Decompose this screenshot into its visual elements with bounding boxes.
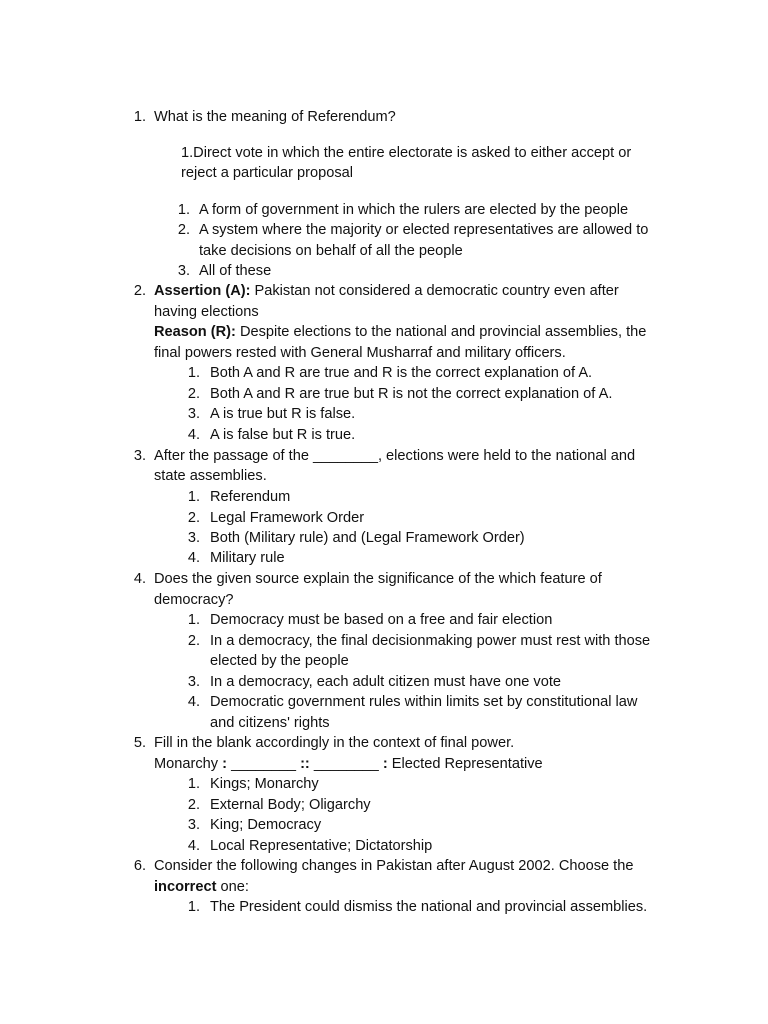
option-number: 4. [187, 427, 200, 443]
question-text: Fill in the blank accordingly in the context of final power. [154, 735, 515, 751]
reason-text: final powers rested with General Musharraf and military officers. [154, 345, 566, 361]
option-number: 4. [187, 550, 200, 566]
option-text: Local Representative; Dictatorship [210, 838, 433, 854]
option-text: Democracy must be based on a free and fair election [210, 612, 553, 628]
option-number: 1. [177, 202, 190, 218]
analogy-left: Monarchy [154, 756, 223, 772]
option-number: 3. [187, 817, 200, 833]
option-number: 3. [187, 674, 200, 690]
assertion-text: having elections [154, 304, 259, 320]
option-text: and citizens' rights [210, 715, 330, 731]
option-text: Kings; Monarchy [210, 776, 319, 792]
option-number: 2. [187, 797, 200, 813]
option-number: 3. [187, 406, 200, 422]
option-text: A system where the majority or elected representatives are allowed to [199, 222, 649, 238]
option-number: 4. [187, 694, 200, 710]
question-text: What is the meaning of Referendum? [154, 109, 396, 125]
question-number: 4. [133, 571, 146, 587]
question-text-continued [154, 877, 249, 897]
analogy-separator: :: [300, 756, 310, 772]
option-number: 1. [187, 776, 200, 792]
question-text: After the passage of the ________, elections were held to the national and [154, 448, 636, 464]
option-number: 2. [187, 510, 200, 526]
assertion-label: Assertion (A): [154, 283, 251, 299]
assertion-text: Pakistan not considered a democratic country even after [250, 283, 619, 299]
option-text: take decisions on behalf of all the people [199, 243, 463, 259]
answer-block-line: 1.Direct vote in which the entire electorate is asked to either accept or [181, 145, 632, 161]
question-text: democracy? [154, 592, 234, 608]
option-text: In a democracy, each adult citizen must have one vote [210, 674, 561, 690]
question-number: 6. [133, 858, 146, 874]
option-text: elected by the people [210, 653, 349, 669]
option-text: A is true but R is false. [210, 406, 356, 422]
question-number: 3. [133, 448, 146, 464]
option-text: The President could dismiss the national and provincial assemblies. [210, 899, 648, 915]
question-text: Consider the following changes in Pakistan after August 2002. Choose the [154, 858, 634, 874]
option-text: Both A and R are true and R is the correct explanation of A. [210, 365, 593, 381]
question-number: 1. [133, 109, 146, 125]
analogy-separator: : [382, 756, 388, 772]
analogy-right: Elected Representative [387, 756, 543, 772]
analogy-blank: ________ [227, 756, 301, 772]
question-text: Does the given source explain the significance of the which feature of [154, 571, 602, 587]
emphasis-word: incorrect [154, 879, 217, 895]
option-text: Referendum [210, 489, 291, 505]
reason-text: Despite elections to the national and provincial assemblies, the [235, 324, 647, 340]
reason-label: Reason (R): [154, 324, 236, 340]
analogy-line [154, 754, 543, 774]
question-number: 5. [133, 735, 146, 751]
answer-block-line: reject a particular proposal [181, 165, 353, 181]
option-number: 1. [187, 899, 200, 915]
question-number: 2. [133, 283, 146, 299]
option-text: Both A and R are true but R is not the correct explanation of A. [210, 386, 613, 402]
option-text: Legal Framework Order [210, 510, 365, 526]
reason-line [154, 322, 646, 342]
assertion-line [154, 281, 619, 301]
option-number: 2. [177, 222, 190, 238]
option-text: Military rule [210, 550, 285, 566]
option-number: 2. [187, 633, 200, 649]
analogy-separator: : [222, 756, 228, 772]
analogy-blank: ________ [309, 756, 383, 772]
option-text: A form of government in which the rulers are elected by the people [199, 202, 629, 218]
option-number: 1. [187, 612, 200, 628]
option-number: 1. [187, 365, 200, 381]
option-number: 3. [177, 263, 190, 279]
question-text: state assemblies. [154, 468, 267, 484]
question-text: one: [216, 879, 249, 895]
option-number: 3. [187, 530, 200, 546]
option-text: Both (Military rule) and (Legal Framework Order) [210, 530, 525, 546]
option-text: A is false but R is true. [210, 427, 356, 443]
option-number: 2. [187, 386, 200, 402]
option-text: External Body; Oligarchy [210, 797, 371, 813]
option-text: In a democracy, the final decisionmaking power must rest with those [210, 633, 651, 649]
option-text: King; Democracy [210, 817, 322, 833]
option-text: All of these [199, 263, 272, 279]
option-number: 1. [187, 489, 200, 505]
option-number: 4. [187, 838, 200, 854]
option-text: Democratic government rules within limits set by constitutional law [210, 694, 638, 710]
